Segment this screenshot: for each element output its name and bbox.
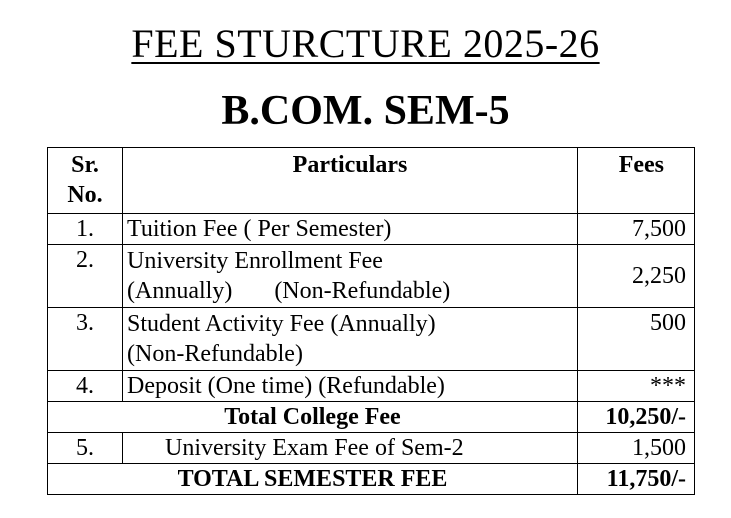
particular-cell	[123, 245, 578, 308]
total-college-label: Total College Fee	[48, 402, 578, 433]
total-semester-label: TOTAL SEMESTER FEE	[48, 464, 578, 495]
course-subtitle: B.COM. SEM-5	[221, 88, 510, 134]
particular-line2a: (Annually)	[127, 278, 233, 304]
sr-header-line1: Sr.	[71, 152, 99, 178]
table-row	[48, 371, 695, 402]
particular-cell	[123, 308, 578, 371]
particular-cell: University Exam Fee of Sem-2	[123, 433, 578, 464]
total-semester-row	[48, 464, 695, 495]
sr-no-cell: 3.	[48, 308, 123, 371]
particular-line1: Student Activity Fee (Annually)	[127, 311, 436, 337]
table-row	[48, 433, 695, 464]
fee-cell: 2,250	[578, 245, 695, 308]
table-row	[48, 245, 695, 308]
table-row	[48, 308, 695, 371]
particulars-header: Particulars	[123, 148, 578, 214]
particular-line2b: (Non-Refundable)	[274, 278, 451, 304]
fee-cell: 500	[578, 308, 695, 371]
particular-line2: (Non-Refundable)	[127, 341, 303, 367]
sr-no-cell: 1.	[48, 214, 123, 245]
fee-cell: 7,500	[578, 214, 695, 245]
total-college-row	[48, 402, 695, 433]
particular-line1: University Enrollment Fee	[127, 248, 383, 274]
fee-cell: 1,500	[578, 433, 695, 464]
sr-no-cell: 2.	[48, 245, 123, 308]
total-college-fee: 10,250/-	[578, 402, 695, 433]
page-title: FEE STURCTURE 2025-26	[131, 21, 600, 66]
table-row	[48, 214, 695, 245]
sr-no-cell: 5.	[48, 433, 123, 464]
particular-cell: Deposit (One time) (Refundable)	[123, 371, 578, 402]
total-semester-fee: 11,750/-	[578, 464, 695, 495]
sr-header-line2: No.	[67, 182, 103, 208]
fees-header: Fees	[578, 148, 695, 214]
sr-no-cell: 4.	[48, 371, 123, 402]
table-header-row	[48, 148, 695, 214]
fee-table	[47, 147, 695, 495]
particular-cell: Tuition Fee ( Per Semester)	[123, 214, 578, 245]
sr-no-header	[48, 148, 123, 214]
fee-cell: ***	[578, 371, 695, 402]
